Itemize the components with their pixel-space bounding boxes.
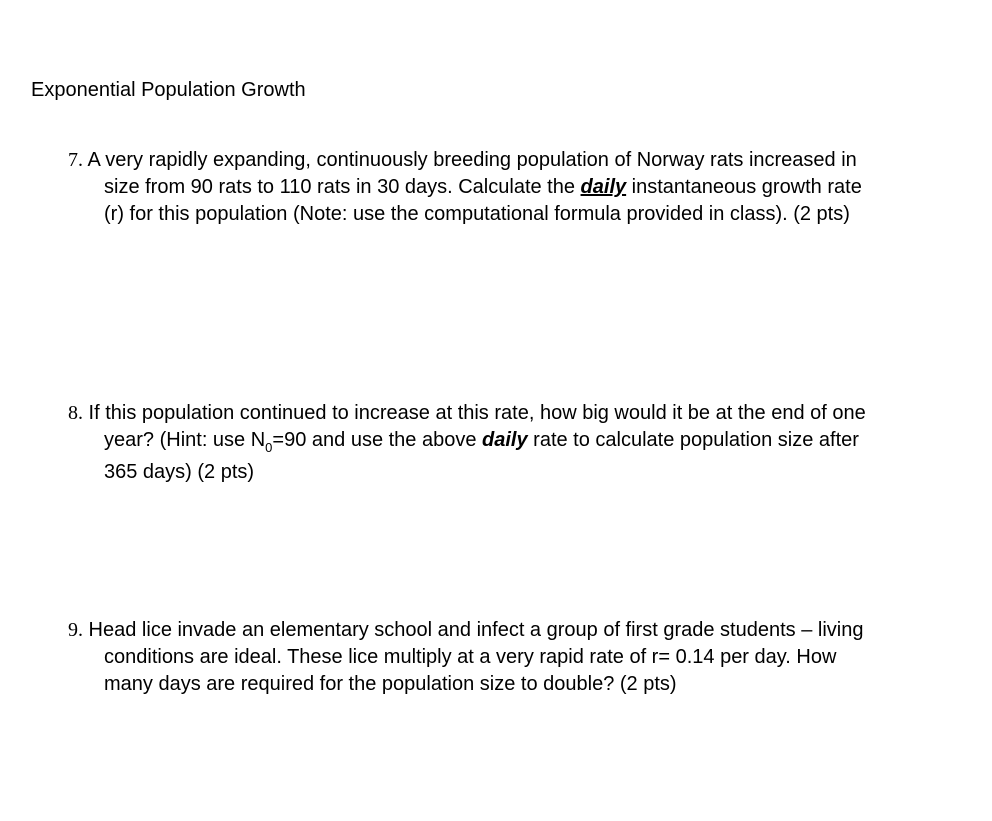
question-8 <box>68 400 980 486</box>
question-8-text-1: If this population continued to increase at this rate, how big would it be at the end of one <box>83 402 866 424</box>
question-8-text-2a: year? (Hint: use N <box>104 429 266 451</box>
question-9-number: 9. <box>68 619 83 641</box>
question-8-line-1 <box>68 400 980 427</box>
question-8-daily-emphasis: daily <box>482 429 528 451</box>
question-7-number: 7. <box>68 149 83 171</box>
question-7-line-3: (r) for this population (Note: use the computational formula provided in class). (2 pts) <box>104 203 850 225</box>
question-8-text-2b: =90 and use the above <box>272 429 483 451</box>
question-7-text-2b: instantaneous growth rate <box>626 176 862 198</box>
question-7-line-2 <box>68 174 980 201</box>
question-8-text-2c: rate to calculate population size after <box>527 429 859 451</box>
question-9-line-1 <box>68 617 980 644</box>
question-8-number: 8. <box>68 402 83 424</box>
question-8-line-3: 365 days) (2 pts) <box>104 461 255 483</box>
question-9 <box>68 617 980 698</box>
question-7-line-1 <box>68 147 980 174</box>
question-9-line-3: many days are required for the population size to double? (2 pts) <box>104 673 677 695</box>
question-7 <box>68 147 980 228</box>
question-7-text-1: A very rapidly expanding, continuously breeding population of Norway rats increased in <box>83 149 857 171</box>
question-9-text-1: Head lice invade an elementary school and infect a group of first grade students – living <box>83 619 864 641</box>
question-7-text-2a: size from 90 rats to 110 rats in 30 days. Calculate the <box>104 176 581 198</box>
page-title: Exponential Population Growth <box>31 79 306 101</box>
question-8-line-2 <box>68 427 980 454</box>
question-9-line-2: conditions are ideal. These lice multiply at a very rapid rate of r= 0.14 per day. How <box>104 646 837 668</box>
question-7-daily-emphasis: daily <box>580 176 627 198</box>
question-8-subscript: 0 <box>265 440 273 455</box>
